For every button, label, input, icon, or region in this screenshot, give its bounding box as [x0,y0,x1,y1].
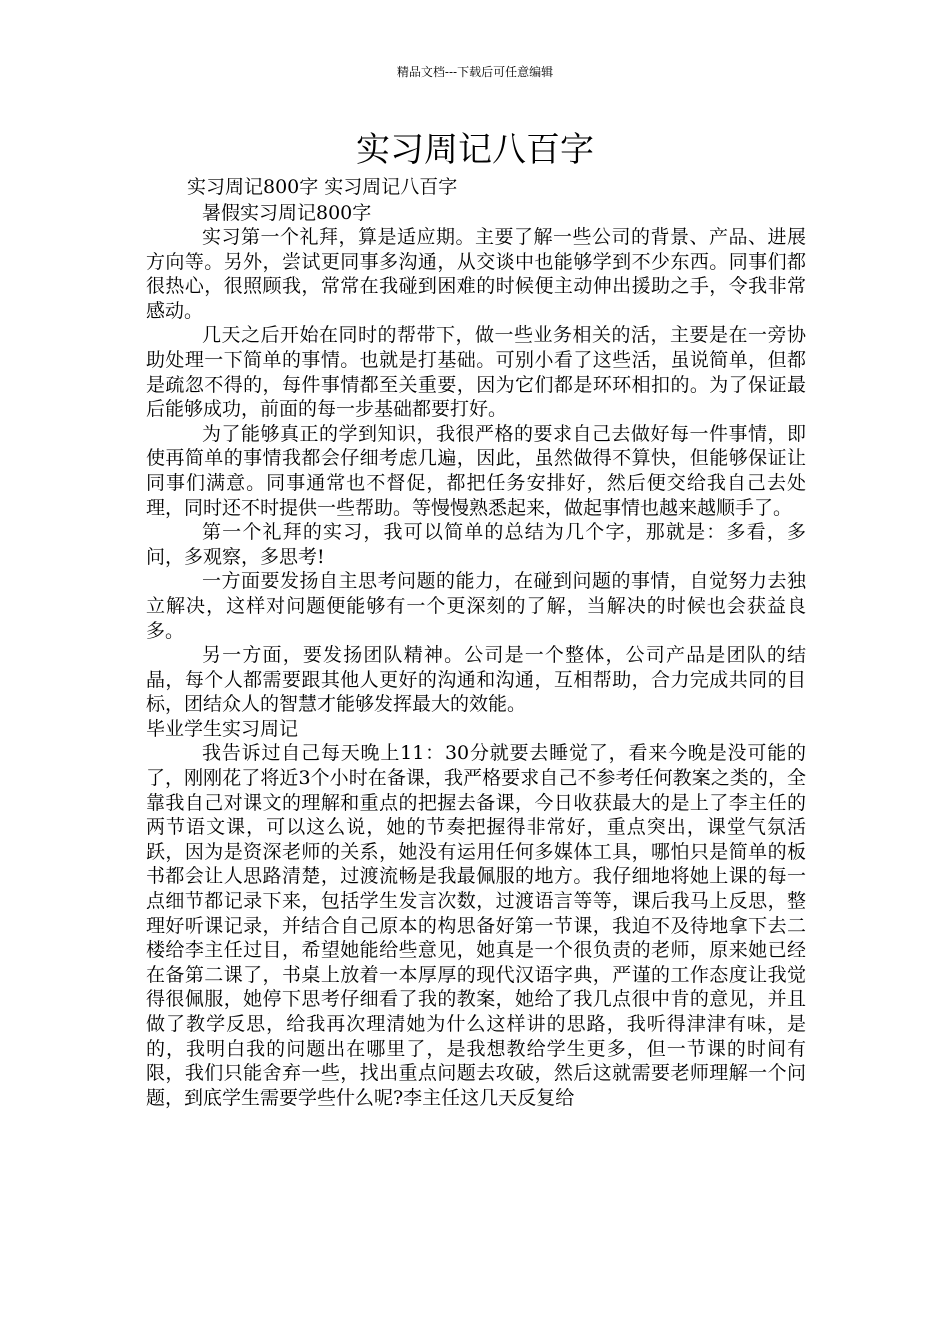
body-paragraph: 实习第一个礼拜，算是适应期。主要了解一些公司的背景、产品、进展方向等。另外，尝试更同事多沟通，从交谈中也能够学到不少东西。同事们都很热心，很照顾我，常常在我碰到困难的时候便主动伸出援助之手，令我非常感动。 [146,226,806,322]
section-paragraph: 我告诉过自己每天晚上11：30分就要去睡觉了，看来今晚是没可能的了，刚刚花了将近3个小时在备课，我严格要求自己不参考任何教案之类的，全靠我自己对课文的理解和重点的把握去备课，今日收获最大的是上了李主任的两节语文课，可以这么说，她的节奏把握得非常好，重点突出，课堂气氛活跃，因为是资深老师的关系，她没有运用任何多媒体工具，哪怕只是简单的板书都会让人思路清楚，过渡流畅是我最佩服的地方。我仔细地将她上课的每一点细节都记录下来，包括学生发言次数，过渡语言等等，课后我马上反思，整理好听课记录，并结合自己原本的构思备好第一节课，我迫不及待地拿下去二楼给李主任过目，希望她能给些意见，她真是一个很负责的老师，原来她已经在备第二课了，书桌上放着一本厚厚的现代汉语字典，严谨的工作态度让我觉得很佩服，她停下思考仔细看了我的教案，她给了我几点很中肯的意见，并且做了教学反思，给我再次理清她为什么这样讲的思路，我听得津津有味，是的，我明白我的问题出在哪里了，是我想教给学生更多，但一节课的时间有限，我们只能舍弃一些，找出重点问题去攻破，然后这就需要老师理解一个问题，到底学生需要学些什么呢?李主任这几天反复给 [146,742,806,1109]
page-header: 精品文档---下载后可任意编辑 [396,65,554,79]
section-heading: 毕业学生实习周记 [146,717,299,740]
subtitle-line-2: 暑假实习周记800字 [202,202,372,224]
document-title: 实习周记八百字 [356,130,594,170]
body-paragraph: 另一方面，要发扬团队精神。公司是一个整体，公司产品是团队的结晶，每个人都需要跟其他人更好的沟通和沟通，互相帮助，合力完成共同的目标，团结众人的智慧才能够发挥最大的效能。 [146,644,806,716]
body-paragraph: 第一个礼拜的实习，我可以简单的总结为几个字，那就是：多看，多问，多观察，多思考! [146,521,806,568]
body-paragraph: 几天之后开始在同时的帮带下，做一些业务相关的活，主要是在一旁协助处理一下简单的事情。也就是打基础。可别小看了这些活，虽说简单，但都是疏忽不得的，每件事情都至关重要，因为它们都是环环相扣的。为了保证最后能够成功，前面的每一步基础都要打好。 [146,324,806,421]
subtitle-line-1: 实习周记800字 实习周记八百字 [187,176,458,198]
body-paragraph: 一方面要发扬自主思考问题的能力，在碰到问题的事情，自觉努力去独立解决，这样对问题便能够有一个更深刻的了解，当解决的时候也会获益良多。 [146,570,806,642]
body-paragraph: 为了能够真正的学到知识，我很严格的要求自己去做好每一件事情，即使再简单的事情我都会仔细考虑几遍，因此，虽然做得不算快，但能够保证让同事们满意。同事通常也不督促，都把任务安排好，然后便交给我自己去处理，同时还不时提供一些帮助。等慢慢熟悉起来，做起事情也越来越顺手了。 [146,422,806,519]
document-body [146,225,806,1110]
